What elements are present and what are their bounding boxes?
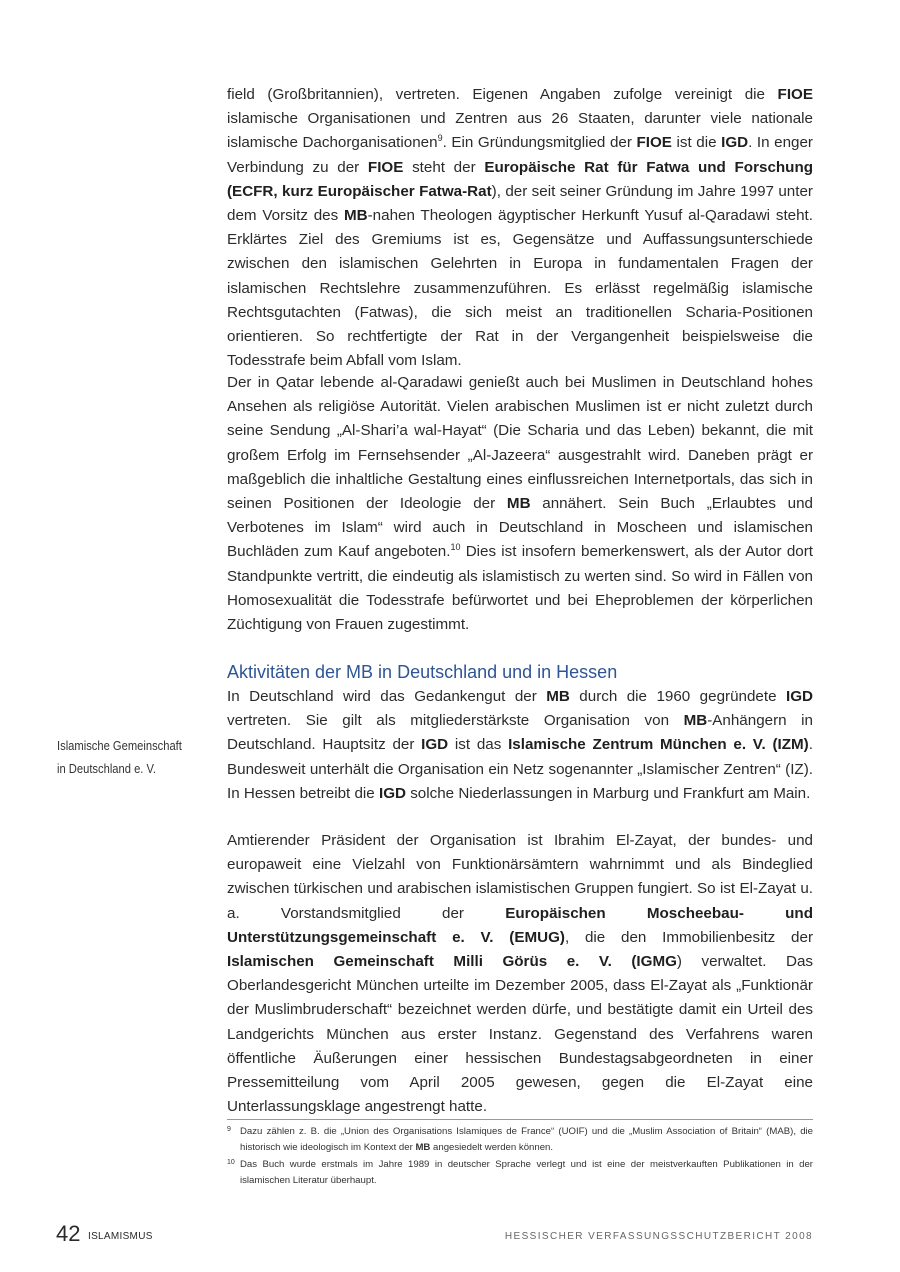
footnote-number: 9 — [227, 1126, 231, 1133]
footnotes — [227, 1124, 813, 1189]
margin-note — [57, 734, 195, 780]
margin-note-line-1: Islamische Gemeinschaft — [57, 738, 182, 753]
term-mb: MB — [546, 688, 570, 705]
running-report-title: HESSISCHER VERFASSUNGSSCHUTZBERICHT 2008 — [504, 1231, 813, 1242]
term-emug: Europäischen Moscheebau- und Unterstützungsgemeinschaft e. V. (EMUG) — [227, 904, 813, 946]
margin-note-line-2: in Deutschland e. V. — [57, 761, 157, 776]
footnote-10: 10 Das Buch wurde erstmals im Jahre 1989 in deutscher Sprache verlegt und ist eine der meistverkauften Publikationen in der islamischen Literatur überhaupt. — [227, 1157, 813, 1190]
body-paragraph-4: Amtierender Präsident der Organisation ist Ibrahim El-Zayat, der bundes- und europaweit eine Vielzahl von Funktionärsämtern wahrnimmt und als Bindeglied zwischen türkischen und arabischen islamistischen Gruppen fungiert. So ist El-Zayat u. a. Vorstandsmitglied der Europäischen Moscheebau- und Unterstützungsgemeinschaft e. V. (EMUG), die den Immobilienbesitz der Islamischen Gemeinschaft Milli Görüs e. V. (IGMG) verwaltet. Das Oberlandesgericht München urteilte im Dezember 2005, dass El-Zayat als „Funktionär der Muslimbruderschaft“ bezeichnet werden dürfe, und bestätigte damit ein Urteil des Landgerichts München aus erster Instanz. Gegenstand des Verfahrens waren öffentliche Äußerungen einer hessischen Bundestagsabgeordneten in einer Pressemitteilung vom April 2005 gewesen, gegen die El-Zayat eine Unterlassungsklage angestrengt hatte. — [227, 832, 813, 1116]
section-heading: Aktivitäten der MB in Deutschland und in Hessen — [227, 662, 618, 682]
footnote-ref-9[interactable]: 9 — [437, 133, 443, 144]
term-igd: IGD — [421, 736, 449, 754]
body-paragraph-3: In Deutschland wird das Gedankengut der MB durch die 1960 gegründete IGD vertreten. Sie gilt als mitgliederstärkste Organisation von MB-Anhängern in Deutschland. Hauptsitz der IGD ist das Islamische Zentrum München e. V. (IZM). Bundesweit unterhält die Organisation ein Netz sogenannter „Islamischer Zentren“ (IZ). In Hessen betreibt die IGD solche Niederlassungen in Marburg und Frankfurt am Main. — [227, 688, 813, 802]
footnote-ref-10[interactable]: 10 — [450, 542, 461, 553]
term-fioe: FIOE — [367, 158, 404, 176]
running-section-title: ISLAMISMUS — [88, 1231, 153, 1242]
page-number: 42 — [56, 1221, 81, 1246]
term-igd: IGD — [785, 688, 813, 705]
body-paragraph-2: Der in Qatar lebende al-Qaradawi genießt auch bei Muslimen in Deutschland hohes Ansehen als religiöse Autorität. Vielen arabischen Muslimen ist er nicht zuletzt durch seine Sendung „Al-Shari’a wal-Hayat“ (Die Scharia und das Leben) bekannt, die mit großem Erfolg im Fernsehsender „Al-Jazeera“ ausgestrahlt wird. Daneben prägt er maßgeblich die inhaltliche Gestaltung eines einflussreichen Internetportals, das sich in seinen Positionen der Ideologie der MB annähert. Sein Buch „Erlaubtes und Verbotenes im Islam“ wird auch in Deutschland in Moscheen und islamischen Buchläden zum Kauf angeboten.$^{10}$ Dies ist insofern bemerkenswert, als der Autor dort Standpunkte vertritt, die eindeutig als islamistisch zu werten sind. So wird in Fällen von Homosexualität die Todesstrafe befürwortet und bei Eheproblemen der körperlichen Züchtigung von Frauen zugestimmt. — [227, 374, 813, 634]
term-igmg: Islamischen Gemeinschaft Milli Görüs e. V. (IGMG — [227, 953, 677, 971]
term-igd: IGD — [378, 784, 406, 802]
term-igd: IGD — [721, 134, 749, 152]
term-mb: MB — [344, 207, 368, 225]
term-ecfr: Europäische Rat für Fatwa und Forschung (ECFR, kurz Europäischer Fatwa-Rat — [227, 158, 813, 200]
term-mb: MB — [683, 712, 708, 730]
term-fioe: FIOE — [777, 86, 813, 103]
term-izm: Islamische Zentrum München e. V. (IZM) — [508, 736, 809, 754]
footnote-9: 9 Dazu zählen z. B. die „Union des Organisations Islamiques de France“ (UOIF) und die „Muslim Association of Britain“ (MAB), die historisch wie ideologisch im Kontext der MB angesiedelt werden können. — [227, 1124, 813, 1157]
term-fioe: FIOE — [636, 134, 672, 152]
term-mb: MB — [506, 495, 531, 513]
term-mb: MB — [415, 1142, 431, 1154]
footnote-divider — [227, 1119, 813, 1120]
footnote-number: 10 — [227, 1158, 235, 1166]
body-paragraph-1: field (Großbritannien), vertreten. Eigenen Angaben zufolge vereinigt die FIOE islamische Organisationen und Zentren aus 26 Staaten, darunter viele nationale islamische Dachorganisationen$^9$. Ein Gründungsmitglied der FIOE ist die IGD. In enger Verbindung zu der FIOE steht der Europäische Rat für Fatwa und Forschung (ECFR, kurz Europäischer Fatwa-Rat), der seit seiner Gründung im Jahre 1997 unter dem Vorsitz des MB-nahen Theologen ägyptischer Herkunft Yusuf al-Qaradawi steht. Erklärtes Ziel des Gremiums ist es, Gegensätze und Auffassungsunterschiede zwischen den islamischen Gelehrten in Europa in fundamentalen Fragen der islamischen Rechtslehre zusammenzuführen. Es erlässt regelmäßig islamische Rechtsgutachten (Fatwas), die sich meist an traditionellen Scharia-Positionen orientieren. So rechtfertigte der Rat in der Vergangenheit beispielsweise die Todesstrafe beim Abfall vom Islam. — [227, 86, 813, 370]
